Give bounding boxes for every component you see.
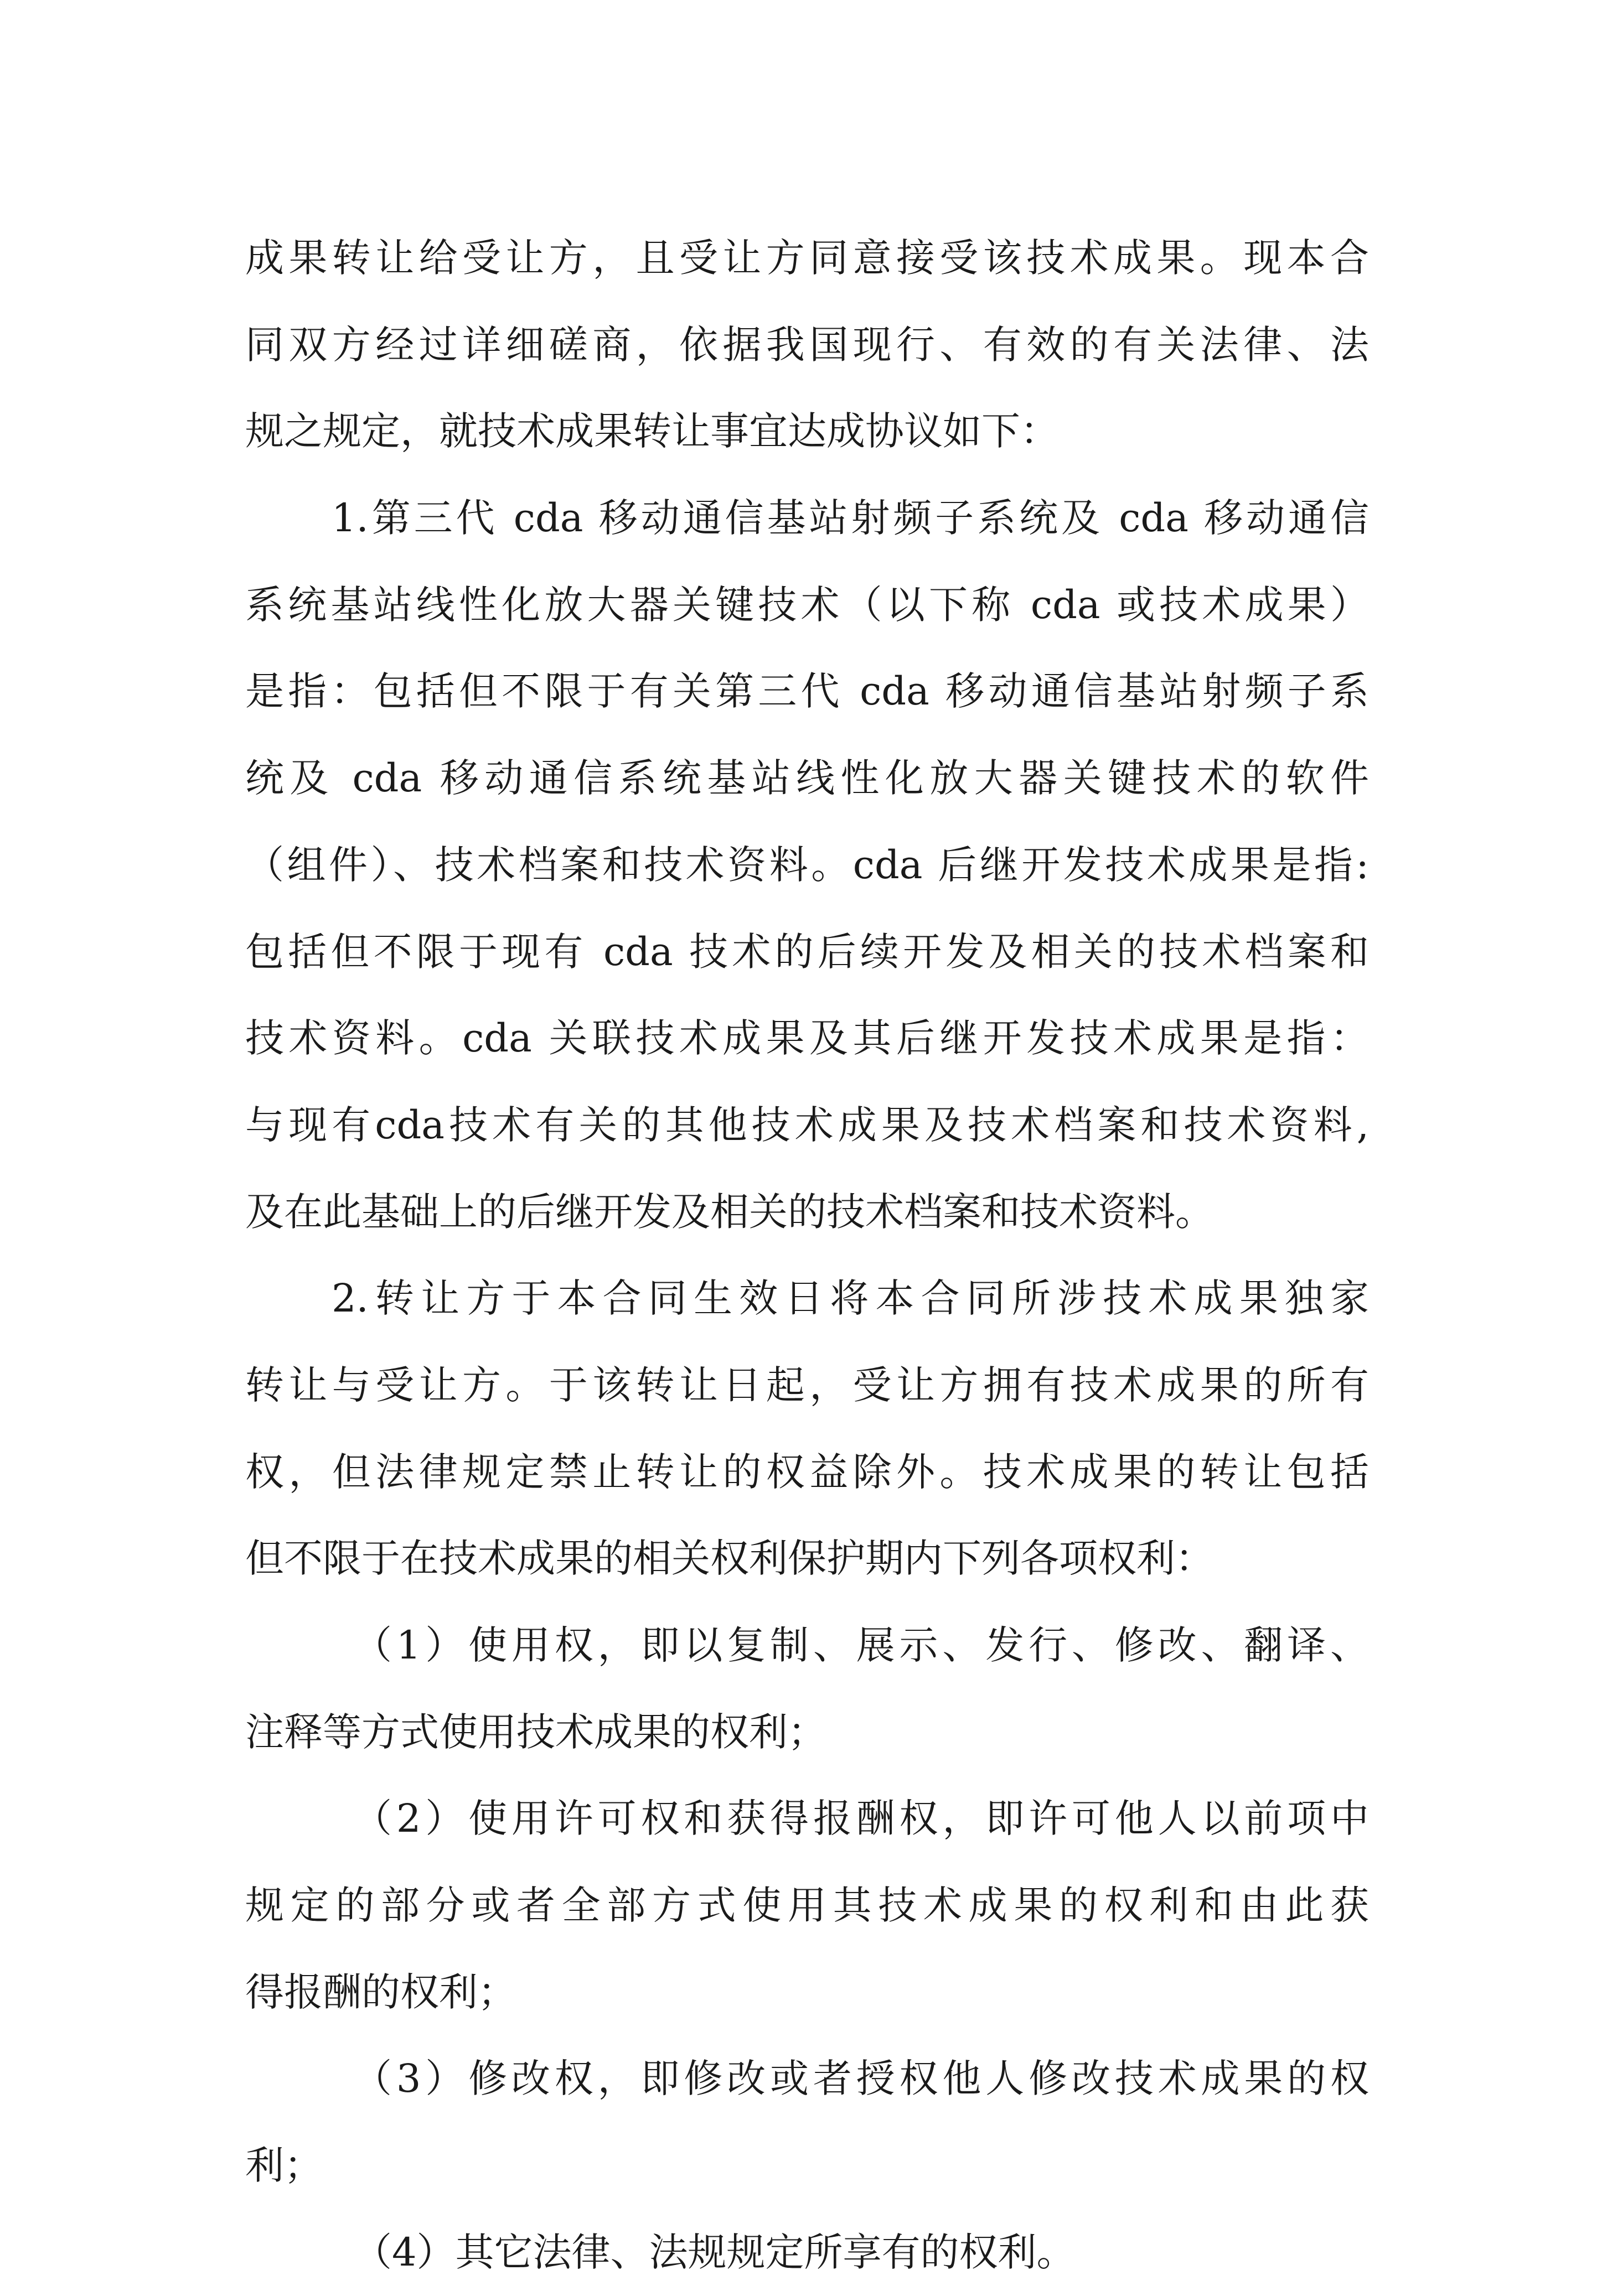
clause-1-paragraph bbox=[245, 475, 1369, 1255]
text-line: 系统基站线性化放大器关键技术（以下称 cda 或技术成果） bbox=[245, 582, 1369, 628]
text-line: 利； bbox=[245, 2143, 323, 2189]
item-4-paragraph bbox=[245, 2209, 1369, 2296]
text-line: 2.转让方于本合同生效日将本合同所涉技术成果独家 bbox=[332, 1276, 1369, 1321]
text-line: 成果转让给受让方，且受让方同意接受该技术成果。现本合 bbox=[245, 235, 1369, 281]
text-line: 得报酬的权利； bbox=[245, 1969, 516, 2015]
text-line: 与现有cda技术有关的其他技术成果及技术档案和技术资料, bbox=[245, 1102, 1369, 1148]
text-line: （1）使用权，即以复制、展示、发行、修改、翻译、 bbox=[353, 1623, 1369, 1668]
text-line: （3）修改权，即修改或者授权他人修改技术成果的权 bbox=[353, 2056, 1369, 2102]
text-line: 统及 cda 移动通信系统基站线性化放大器关键技术的软件 bbox=[245, 755, 1369, 801]
document-body bbox=[245, 215, 1369, 2296]
text-line: （4）其它法律、法规规定所享有的权利。 bbox=[353, 2229, 1076, 2275]
text-line: 包括但不限于现有 cda 技术的后续开发及相关的技术档案和 bbox=[245, 929, 1369, 975]
text-line: （组件）、技术档案和技术资料。cda 后继开发技术成果是指: bbox=[245, 842, 1369, 888]
text-line: 但不限于在技术成果的相关权利保护期内下列各项权利： bbox=[245, 1536, 1214, 1582]
item-1-paragraph bbox=[245, 1602, 1369, 1775]
text-line: 是指：包括但不限于有关第三代 cda 移动通信基站射频子系 bbox=[245, 668, 1369, 714]
item-3-paragraph bbox=[245, 2035, 1369, 2209]
text-line: 及在此基础上的后继开发及相关的技术档案和技术资料。 bbox=[245, 1189, 1214, 1235]
intro-paragraph bbox=[245, 215, 1369, 475]
text-line: 规定的部分或者全部方式使用其技术成果的权利和由此获 bbox=[245, 1883, 1369, 1929]
text-line: 规之规定，就技术成果转让事宜达成协议如下： bbox=[245, 408, 1059, 454]
text-line: （2）使用许可权和获得报酬权，即许可他人以前项中 bbox=[353, 1796, 1369, 1842]
text-line: 注释等方式使用技术成果的权利； bbox=[245, 1709, 826, 1755]
text-line: 转让与受让方。于该转让日起，受让方拥有技术成果的所有 bbox=[245, 1362, 1369, 1408]
item-2-paragraph bbox=[245, 1775, 1369, 2035]
text-line: 权，但法律规定禁止转让的权益除外。技术成果的转让包括 bbox=[245, 1449, 1369, 1495]
text-line: 1.第三代 cda 移动通信基站射频子系统及 cda 移动通信 bbox=[332, 495, 1369, 541]
text-line: 同双方经过详细磋商，依据我国现行、有效的有关法律、法 bbox=[245, 322, 1369, 367]
clause-2-paragraph bbox=[245, 1255, 1369, 1602]
text-line: 技术资料。cda 关联技术成果及其后继开发技术成果是指： bbox=[245, 1015, 1369, 1061]
